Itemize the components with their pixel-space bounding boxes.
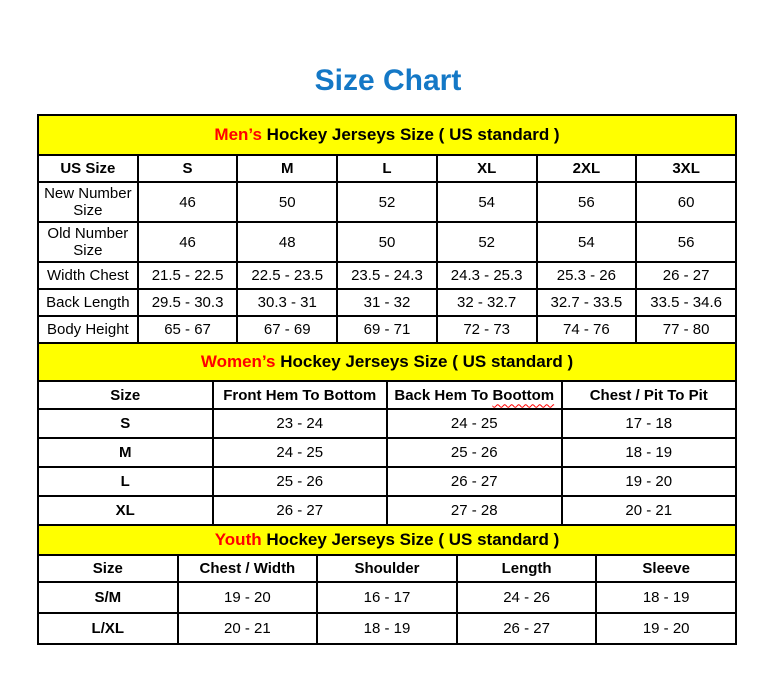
- table-row: [38, 316, 736, 343]
- banner-highlight-word: Youth: [214, 530, 262, 549]
- table-row: [38, 438, 736, 467]
- size-value-cell: 22.5 - 23.5: [237, 262, 337, 289]
- size-value-cell: 23 - 24: [213, 409, 388, 438]
- size-value-cell: 20 - 21: [562, 496, 737, 525]
- mens-banner-row: [38, 115, 736, 155]
- youth-banner: Youth Hockey Jerseys Size ( US standard ): [38, 525, 736, 555]
- size-value-cell: 72 - 73: [437, 316, 537, 343]
- table-row: [38, 409, 736, 438]
- mens-banner: Men’s Hockey Jerseys Size ( US standard ): [38, 115, 736, 155]
- row-label: L: [38, 467, 213, 496]
- size-value-cell: 54: [537, 222, 637, 262]
- size-value-cell: 25.3 - 26: [537, 262, 637, 289]
- column-header: US Size: [38, 155, 138, 182]
- size-value-cell: 26 - 27: [457, 613, 597, 644]
- size-value-cell: 23.5 - 24.3: [337, 262, 437, 289]
- size-value-cell: 50: [237, 182, 337, 222]
- youth-header-row: [38, 555, 736, 582]
- youth-size-table: [37, 524, 737, 645]
- row-label: S: [38, 409, 213, 438]
- size-value-cell: 19 - 20: [562, 467, 737, 496]
- column-header: Shoulder: [317, 555, 457, 582]
- size-value-cell: 52: [337, 182, 437, 222]
- size-value-cell: 32.7 - 33.5: [537, 289, 637, 316]
- size-value-cell: 29.5 - 30.3: [138, 289, 238, 316]
- size-tables-container: [37, 114, 737, 645]
- column-header: S: [138, 155, 238, 182]
- size-value-cell: 46: [138, 182, 238, 222]
- table-row: [38, 496, 736, 525]
- row-label: Width Chest: [38, 262, 138, 289]
- column-header: 2XL: [537, 155, 637, 182]
- size-value-cell: 67 - 69: [237, 316, 337, 343]
- page-title: Size Chart: [314, 64, 462, 97]
- size-value-cell: 60: [636, 182, 736, 222]
- size-value-cell: 24.3 - 25.3: [437, 262, 537, 289]
- column-header: Back Hem To Boottom: [387, 381, 562, 409]
- column-header: L: [337, 155, 437, 182]
- size-value-cell: 69 - 71: [337, 316, 437, 343]
- row-label: L/XL: [38, 613, 178, 644]
- size-value-cell: 54: [437, 182, 537, 222]
- misspelled-word-squiggle: Boottom: [492, 386, 555, 404]
- size-value-cell: 27 - 28: [387, 496, 562, 525]
- row-label: New Number Size: [38, 182, 138, 222]
- column-header: Chest / Width: [178, 555, 318, 582]
- size-value-cell: 74 - 76: [537, 316, 637, 343]
- size-value-cell: 21.5 - 22.5: [138, 262, 238, 289]
- size-value-cell: 24 - 25: [213, 438, 388, 467]
- size-value-cell: 32 - 32.7: [437, 289, 537, 316]
- size-value-cell: 25 - 26: [213, 467, 388, 496]
- column-header: Front Hem To Bottom: [213, 381, 388, 409]
- row-label: M: [38, 438, 213, 467]
- size-value-cell: 46: [138, 222, 238, 262]
- womens-size-table: [37, 342, 737, 526]
- table-row: [38, 262, 736, 289]
- size-value-cell: 18 - 19: [317, 613, 457, 644]
- size-value-cell: 52: [437, 222, 537, 262]
- size-value-cell: 50: [337, 222, 437, 262]
- size-value-cell: 18 - 19: [562, 438, 737, 467]
- size-value-cell: 25 - 26: [387, 438, 562, 467]
- size-value-cell: 24 - 26: [457, 582, 597, 613]
- womens-banner-row: [38, 343, 736, 381]
- column-header: XL: [437, 155, 537, 182]
- table-row: [38, 222, 736, 262]
- row-label: Back Length: [38, 289, 138, 316]
- column-header: Size: [38, 555, 178, 582]
- row-label: Old Number Size: [38, 222, 138, 262]
- column-header: Size: [38, 381, 213, 409]
- mens-size-table: [37, 114, 737, 344]
- size-value-cell: 19 - 20: [178, 582, 318, 613]
- size-value-cell: 56: [537, 182, 637, 222]
- mens-header-row: [38, 155, 736, 182]
- youth-banner-row: [38, 525, 736, 555]
- table-row: [38, 182, 736, 222]
- column-header: 3XL: [636, 155, 736, 182]
- size-value-cell: 77 - 80: [636, 316, 736, 343]
- table-row: [38, 467, 736, 496]
- size-value-cell: 16 - 17: [317, 582, 457, 613]
- size-value-cell: 26 - 27: [213, 496, 388, 525]
- size-value-cell: 24 - 25: [387, 409, 562, 438]
- column-header: Sleeve: [596, 555, 736, 582]
- size-value-cell: 26 - 27: [387, 467, 562, 496]
- size-value-cell: 65 - 67: [138, 316, 238, 343]
- column-header: Length: [457, 555, 597, 582]
- column-header: Chest / Pit To Pit: [562, 381, 737, 409]
- row-label: Body Height: [38, 316, 138, 343]
- column-header: M: [237, 155, 337, 182]
- row-label: XL: [38, 496, 213, 525]
- banner-highlight-word: Men’s: [214, 125, 262, 144]
- size-value-cell: 31 - 32: [337, 289, 437, 316]
- size-value-cell: 20 - 21: [178, 613, 318, 644]
- size-value-cell: 33.5 - 34.6: [636, 289, 736, 316]
- table-row: [38, 613, 736, 644]
- size-value-cell: 18 - 19: [596, 582, 736, 613]
- row-label: S/M: [38, 582, 178, 613]
- womens-header-row: [38, 381, 736, 409]
- banner-highlight-word: Women’s: [200, 352, 276, 371]
- size-value-cell: 19 - 20: [596, 613, 736, 644]
- size-value-cell: 56: [636, 222, 736, 262]
- womens-banner: Women’s Hockey Jerseys Size ( US standard ): [38, 343, 736, 381]
- size-value-cell: 17 - 18: [562, 409, 737, 438]
- table-row: [38, 289, 736, 316]
- size-value-cell: 48: [237, 222, 337, 262]
- table-row: [38, 582, 736, 613]
- size-value-cell: 30.3 - 31: [237, 289, 337, 316]
- size-value-cell: 26 - 27: [636, 262, 736, 289]
